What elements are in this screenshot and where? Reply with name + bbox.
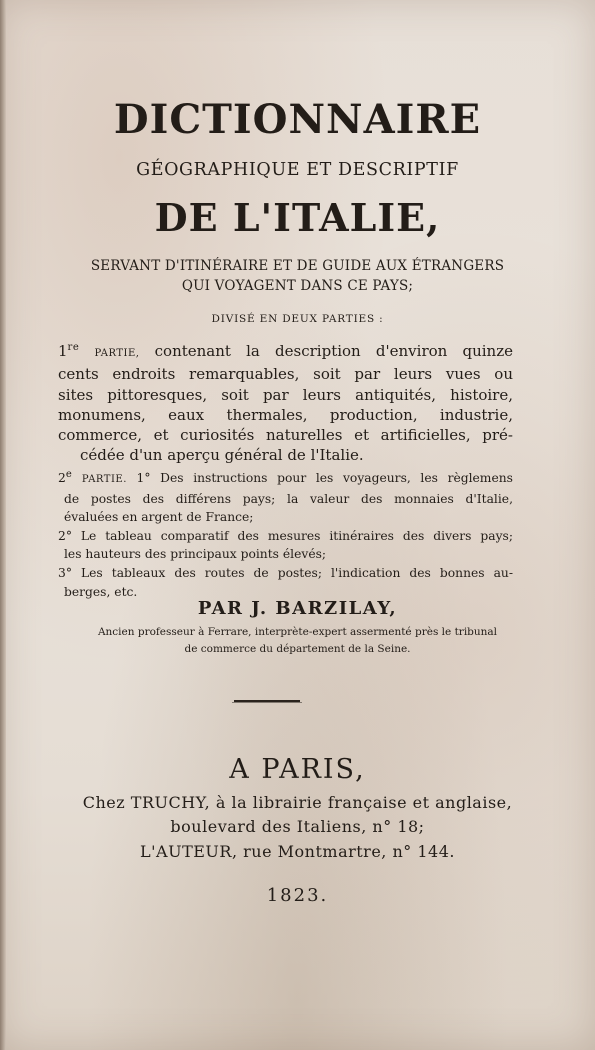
part1-line: cédée d'un aperçu général de l'Italie. — [80, 446, 364, 465]
part2-label-word: PARTIE. — [81, 474, 127, 486]
part1-line: monumens, eaux thermales, production, industrie, — [58, 405, 513, 424]
imprint-author-address: L'AUTEUR, rue Montmartre, n° 144. — [140, 842, 455, 861]
part2-paragraph — [58, 466, 513, 601]
part1-line: commerce, et curiosités naturelles et artificielles, pré- — [58, 426, 513, 445]
author-description-line2: de commerce du département de la Seine. — [184, 643, 411, 655]
part1-label-num: 1 — [58, 342, 68, 360]
division-heading: DIVISÉ EN DEUX PARTIES : — [211, 313, 384, 325]
part2-line: 2° Le tableau comparatif des mesures itinéraires des divers pays; — [58, 528, 513, 543]
author-name: PAR J. BARZILAY, — [197, 598, 398, 619]
part1-label-word: PARTIE, — [94, 348, 140, 359]
author-description-line1: Ancien professeur à Ferrare, interprète-expert assermenté près le tribunal — [97, 626, 498, 638]
subtitle-line2: QUI VOYAGENT DANS CE PAYS; — [181, 278, 414, 294]
part1-paragraph — [58, 338, 513, 466]
book-title-line3: DE L'ITALIE, — [154, 195, 441, 240]
part2-label-sup: e — [65, 469, 73, 480]
page-edge — [0, 0, 6, 1050]
part2-line: de postes des différens pays; la valeur des monnaies d'Italie, — [64, 491, 513, 506]
part2-label-num: 2 — [58, 471, 66, 486]
part2-line: évaluées en argent de France; — [64, 510, 254, 525]
imprint-address: boulevard des Italiens, n° 18; — [170, 817, 425, 836]
subtitle-line1: SERVANT D'ITINÉRAIRE ET DE GUIDE AUX ÉTRANGERS — [90, 258, 505, 274]
part1-text: contenant la description d'environ quinze — [154, 342, 513, 360]
part2-line — [58, 466, 513, 490]
imprint-publisher: Chez TRUCHY, à la librairie française et anglaise, — [82, 793, 513, 812]
decorative-rule-shadow — [232, 702, 302, 703]
part1-line: sites pittoresques, soit par leurs antiquités, histoire, — [58, 385, 513, 404]
part2-line: les hauteurs des principaux points élevés; — [64, 547, 327, 562]
publication-year: 1823. — [266, 885, 329, 906]
part2-text: 1° Des instructions pour les voyageurs, les règlemens — [136, 471, 513, 486]
imprint-city: A PARIS, — [229, 754, 366, 785]
book-title: DICTIONNAIRE — [113, 96, 482, 143]
book-title-line2: GÉOGRAPHIQUE ET DESCRIPTIF — [136, 160, 459, 180]
part1-label-sup: re — [67, 342, 80, 353]
part2-line: berges, etc. — [64, 584, 138, 599]
part2-line: 3° Les tableaux des routes de postes; l'indication des bonnes au- — [58, 566, 513, 581]
part1-line — [58, 338, 513, 364]
part1-line: cents endroits remarquables, soit par leurs vues ou — [58, 365, 513, 384]
